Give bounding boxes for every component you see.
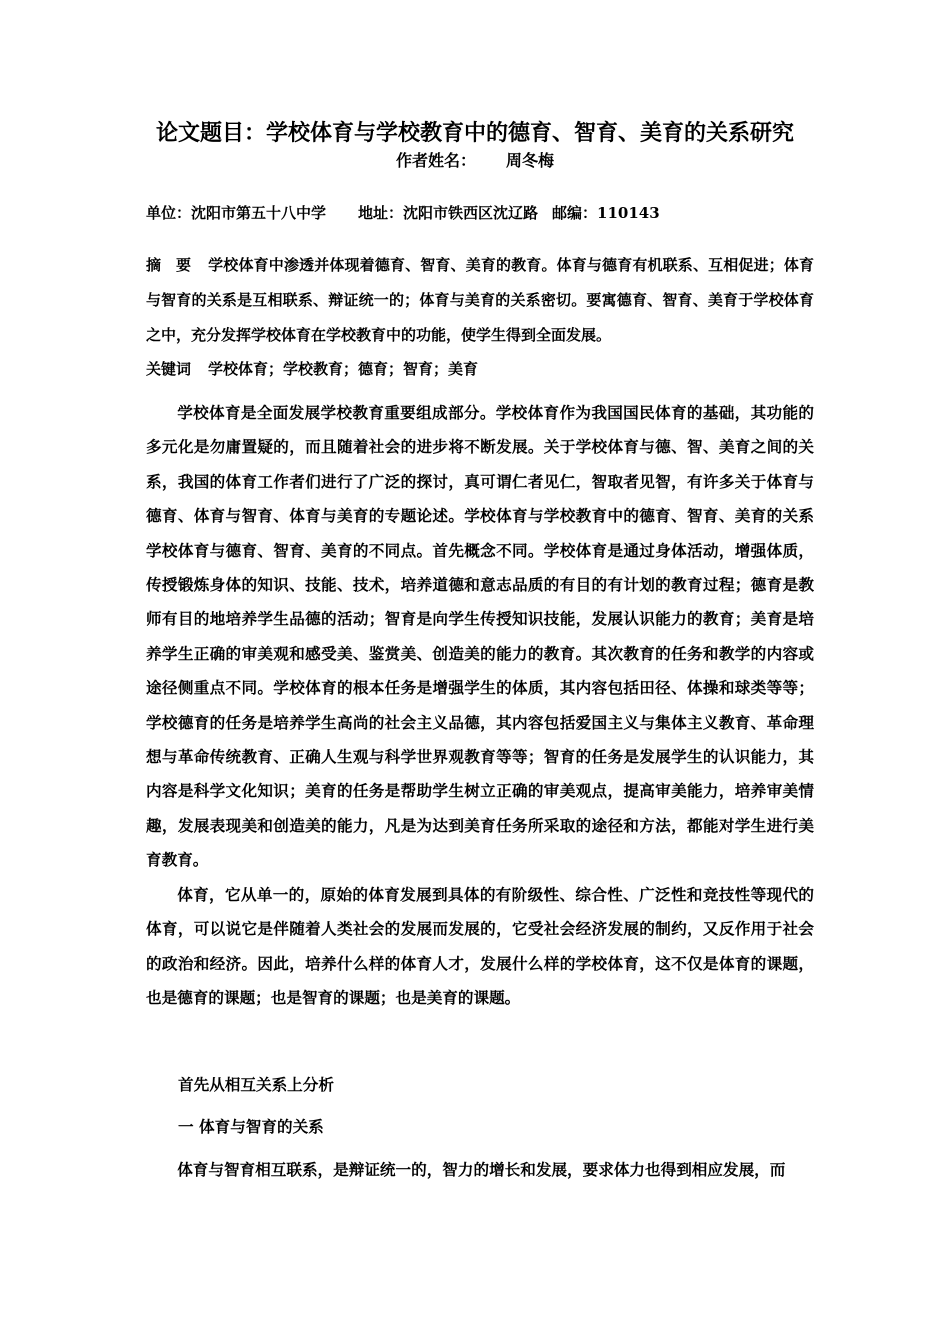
abstract-label: 摘 要 <box>146 256 192 274</box>
body-text <box>146 396 814 1015</box>
section-heading: 首先从相互关系上分析 <box>178 1075 334 1094</box>
body-paragraph: 体育与智育相互联系，是辩证统一的，智力的增长和发展，要求体力也得到相应发展，而 <box>177 1160 786 1179</box>
author-label: 作者姓名： <box>395 151 476 170</box>
abstract-text: 学校体育中渗透并体现着德育、智育、美育的教育。体育与德育有机联系、互相促进；体育与智育的关系是互相联系、辩证统一的；体育与美育的关系密切。要寓德育、智育、美育于学校体育之中，充分发挥学校体育在学校教育中的功能，使学生得到全面发展。 <box>146 256 814 344</box>
affiliation-line <box>146 202 660 224</box>
body-paragraph: 学校体育是全面发展学校教育重要组成部分。学校体育作为我国国民体育的基础，其功能的多元化是勿庸置疑的，而且随着社会的进步将不断发展。关于学校体育与德、智、美育之间的关系，我国的体育工作者们进行了广泛的探讨，真可谓仁者见仁，智取者见智，有许多关于体育与德育、体育与智育、体育与美育的专题论述。学校体育与学校教育中的德育、智育、美育的关系学校体育与德育、智育、美育的不同点。首先概念不同。学校体育是通过身体活动，增强体质，传授锻炼身体的知识、技能、技术，培养道德和意志品质的有目的有计划的教育过程；德育是教师有目的地培养学生品德的活动；智育是向学生传授知识技能，发展认识能力的教育；美育是培养学生正确的审美观和感受美、鉴赏美、创造美的能力的教育。其次教育的任务和教学的内容或途径侧重点不同。学校体育的根本任务是增强学生的体质，其内容包括田径、体操和球类等等；学校德育的任务是培养学生高尚的社会主义品德，其内容包括爱国主义与集体主义教育、革命理想与革命传统教育、正确人生观与科学世界观教育等等；智育的任务是发展学生的认识能力，其内容是科学文化知识；美育的任务是帮助学生树立正确的审美观点，提高审美能力，培养审美情趣，发展表现美和创造美的能力，凡是为达到美育任务所采取的途径和方法，都能对学生进行美育教育。 <box>146 403 814 870</box>
body-paragraph: 体育，它从单一的，原始的体育发展到具体的有阶级性、综合性、广泛性和竞技性等现代的体育，可以说它是伴随着人类社会的发展而发展的，它受社会经济发展的制约，又反作用于社会的政治和经济。因此，培养什么样的体育人才，发展什么样的学校体育，这不仅是体育的课题，也是德育的课题；也是智育的课题；也是美育的课题。 <box>146 884 814 1007</box>
subsection-heading: 一 体育与智育的关系 <box>178 1117 324 1136</box>
affiliation-address: 地址：沈阳市铁西区沈辽路 <box>358 204 539 222</box>
keywords-text: 学校体育；学校教育；德育；智育；美育 <box>208 360 479 378</box>
author-name: 周冬梅 <box>506 151 555 170</box>
abstract <box>146 248 814 353</box>
affiliation-postcode: 邮编：110143 <box>552 204 660 222</box>
author-line <box>0 150 950 172</box>
paper-title: 论文题目：学校体育与学校教育中的德育、智育、美育的关系研究 <box>155 120 794 146</box>
keywords-label: 关键词 <box>146 360 192 378</box>
affiliation-unit: 单位：沈阳市第五十八中学 <box>146 204 327 222</box>
keywords <box>146 357 478 381</box>
